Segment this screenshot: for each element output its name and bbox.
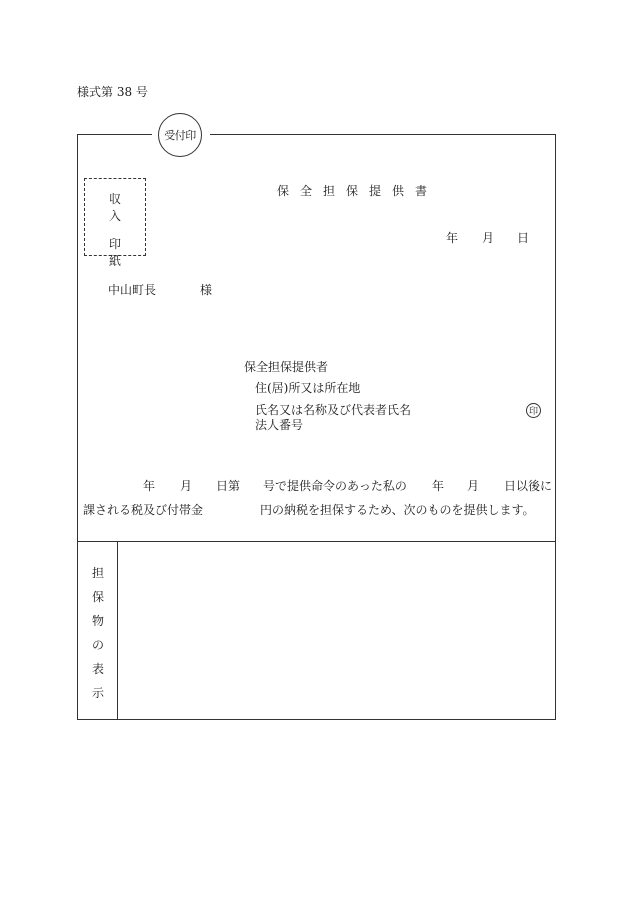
form-number: 様式第 38 号 xyxy=(77,85,148,99)
revenue-stamp-line1: 収入 xyxy=(108,192,135,223)
date-day-label: 日 xyxy=(517,231,530,245)
seal-mark xyxy=(526,403,541,418)
body-pledge-clause: 円の納税を担保するため、次のものを提供します。 xyxy=(260,503,535,517)
revenue-stamp-line2: 印紙 xyxy=(108,237,135,268)
collateral-label-char: 物 xyxy=(92,614,105,628)
body-tax-clause: 課される税及び付帯金 xyxy=(83,503,204,517)
date-month-label: 月 xyxy=(482,231,495,245)
seal-icon: 印 xyxy=(528,407,538,417)
body-order-clause: 号で提供命令のあった私の xyxy=(263,479,407,493)
provider-corp-number-label: 法人番号 xyxy=(255,418,304,432)
collateral-label-divider xyxy=(117,541,118,720)
receipt-stamp-label: 受付印 xyxy=(164,129,196,142)
receipt-stamp-circle xyxy=(158,113,202,157)
collateral-label-char: の xyxy=(92,638,105,652)
addressee-honorific: 様 xyxy=(200,283,213,297)
provider-label: 保全担保提供者 xyxy=(244,360,329,374)
collateral-label-char: 表 xyxy=(92,662,105,676)
addressee-name: 中山町長 xyxy=(108,283,157,297)
body-day-1: 日第 xyxy=(216,479,241,493)
collateral-label-char: 示 xyxy=(92,686,105,700)
document-title: 保全担保提供書 xyxy=(277,184,439,198)
collateral-label-char: 担 xyxy=(92,566,105,580)
body-day-2: 日以後に xyxy=(504,479,553,493)
revenue-stamp-box xyxy=(84,178,146,268)
body-month-2: 月 xyxy=(467,479,480,493)
date-year-label: 年 xyxy=(446,231,459,245)
collateral-label-char: 保 xyxy=(92,590,105,604)
collateral-section-rule xyxy=(77,541,556,542)
provider-name-label: 氏名又は名称及び代表者氏名 xyxy=(255,403,412,417)
provider-address-label: 住(居)所又は所在地 xyxy=(255,381,361,395)
body-month-1: 月 xyxy=(180,479,193,493)
body-year-2: 年 xyxy=(432,479,445,493)
form-frame xyxy=(77,134,556,720)
body-year-1: 年 xyxy=(143,479,156,493)
